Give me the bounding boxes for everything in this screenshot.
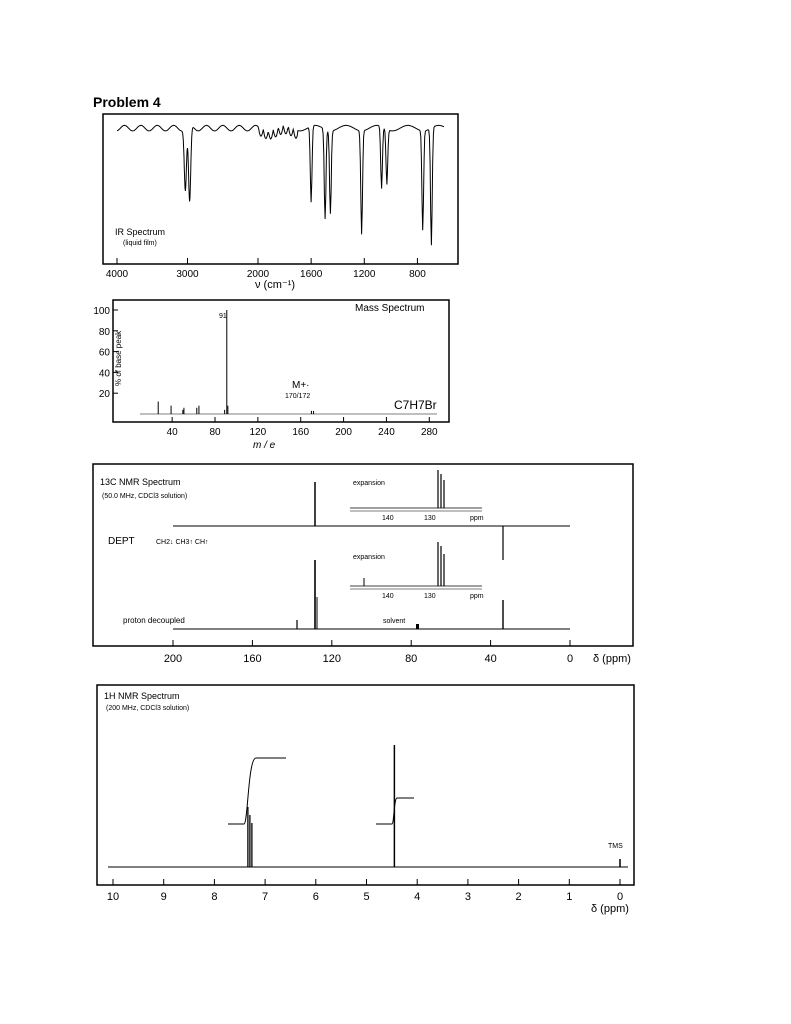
c13-expansion-tick-140-2: 140 <box>382 593 394 600</box>
h1-tick-label: 3 <box>464 891 471 903</box>
ir-x-ticks <box>106 258 426 280</box>
ms-molecular-ion-label: M+· <box>292 380 310 391</box>
ms-x-tick-label: 200 <box>335 427 352 438</box>
h1-tick-label: 10 <box>106 891 120 903</box>
c13-title: 13C NMR Spectrum <box>100 477 181 487</box>
ir-tick-label: 3000 <box>176 269 199 280</box>
h1-tms-label: TMS <box>608 843 623 850</box>
h1-tick-label: 2 <box>515 891 522 903</box>
c13-tick-label: 160 <box>243 653 262 665</box>
c13-x-ticks <box>164 640 573 665</box>
c13-solvent-label: solvent <box>383 618 406 625</box>
ms-y-tick-label: 60 <box>98 347 110 359</box>
c13-solvent-peak <box>416 624 419 629</box>
c13-tick-label: 0 <box>566 653 574 665</box>
ms-molecular-ion-mass: 170/172 <box>285 393 311 400</box>
ms-y-label: % of base peak <box>114 330 123 386</box>
ir-trace <box>117 125 444 245</box>
ms-x-tick-label: 280 <box>420 427 438 438</box>
page-title: Problem 4 <box>93 94 161 110</box>
c13-nmr-figure <box>90 462 650 672</box>
h1-nmr-figure <box>94 682 646 918</box>
ms-y-tick-label: 100 <box>93 306 110 317</box>
c13-expansion-label-1: expansion <box>353 480 385 487</box>
h1-integral-aromatic <box>228 758 286 824</box>
ms-x-ticks <box>167 417 438 438</box>
h1-tick-label: 0 <box>616 891 624 903</box>
ir-x-label: ν (cm⁻¹) <box>255 279 296 291</box>
c13-expansion-label-2: expansion <box>353 554 385 561</box>
h1-tick-label: 1 <box>566 891 573 903</box>
h1-subtitle: (200 MHz, CDCl3 solution) <box>106 705 190 712</box>
ms-title: Mass Spectrum <box>355 303 425 314</box>
h1-tick-label: 6 <box>312 891 319 903</box>
c13-tick-label: 200 <box>163 653 183 665</box>
c13-expansion-tick-140-1: 140 <box>382 515 394 522</box>
c13-dept-legend: CH2↓ CH3↑ CH↑ <box>156 539 209 546</box>
ir-tick-label: 2000 <box>246 269 270 280</box>
c13-tick-label: 40 <box>484 653 497 665</box>
h1-axis-unit: δ (ppm) <box>591 903 629 915</box>
ir-tick-label: 1200 <box>353 269 376 280</box>
ms-x-label: m / e <box>253 440 276 451</box>
h1-x-ticks <box>107 879 623 903</box>
c13-tick-label: 80 <box>405 653 418 665</box>
h1-frame <box>97 685 634 885</box>
ms-y-tick-label: 20 <box>98 389 110 401</box>
h1-peaks <box>248 745 620 867</box>
ms-x-tick-label: 120 <box>249 427 267 438</box>
mass-spectrum-figure <box>85 296 465 456</box>
ir-title: IR Spectrum <box>115 227 166 237</box>
ir-tick-label: 1600 <box>300 269 323 280</box>
c13-axis-unit: δ (ppm) <box>593 653 631 665</box>
h1-title: 1H NMR Spectrum <box>104 691 180 701</box>
c13-tick-label: 120 <box>322 653 341 665</box>
ir-spectrum-figure <box>95 112 465 292</box>
c13-expansion-unit-1: ppm <box>470 515 484 522</box>
ms-x-tick-label: 80 <box>209 427 221 438</box>
ms-x-tick-label: 240 <box>378 427 395 438</box>
c13-dept-label: DEPT <box>108 536 135 547</box>
ms-base-peak-label: 91 <box>219 313 227 320</box>
ir-tick-label: 800 <box>409 269 426 280</box>
h1-tick-label: 5 <box>363 891 370 903</box>
c13-decoupled-label: proton decoupled <box>123 616 185 625</box>
ms-x-tick-label: 40 <box>166 427 178 438</box>
c13-expansion-unit-2: ppm <box>470 593 484 600</box>
ms-y-tick-label: 40 <box>98 368 110 380</box>
ms-x-tick-label: 160 <box>292 427 310 438</box>
h1-tick-label: 4 <box>414 891 421 903</box>
ir-tick-label: 4000 <box>105 269 129 280</box>
h1-tick-label: 7 <box>262 891 269 903</box>
c13-subtitle: (50.0 MHz, CDCl3 solution) <box>102 493 188 500</box>
ms-formula: C7H7Br <box>394 398 437 412</box>
c13-expansion-tick-130-2: 130 <box>424 593 436 600</box>
h1-tick-label: 8 <box>211 891 218 903</box>
ms-y-tick-label: 80 <box>98 326 110 338</box>
c13-expansion-tick-130-1: 130 <box>424 515 436 522</box>
ir-subtitle: (liquid film) <box>123 240 157 247</box>
h1-tick-label: 9 <box>160 891 167 903</box>
